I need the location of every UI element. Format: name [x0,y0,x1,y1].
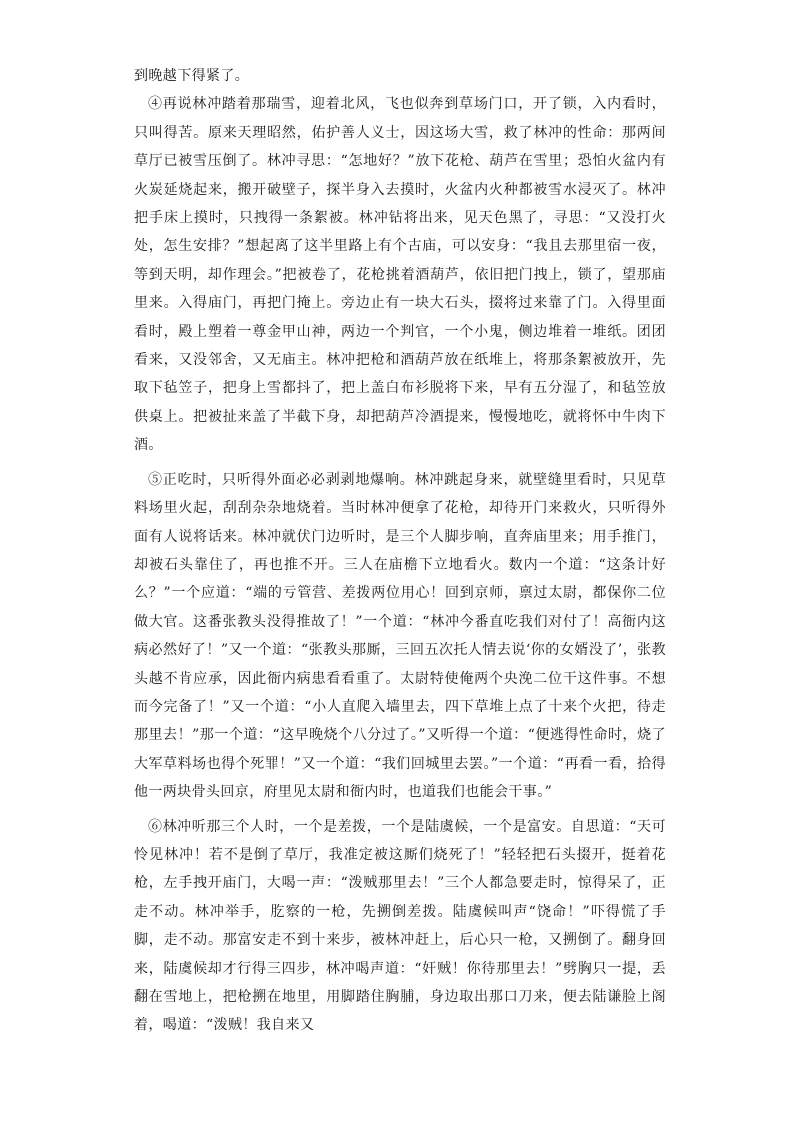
document-body [134,62,666,1040]
paragraph-6: ⑥林冲听那三个人时，一个是差拨，一个是陆虞候，一个是富安。自思道：“天可怜见林冲！若不是倒了草厅，我准定被这厮们烧死了！”轻轻把石头掇开，挺着花枪，左手拽开庙门，大喝一声：“泼贼那里去！”三个人都急要走时，惊得呆了，正走不动。林冲举手，肐察的一枪，先搠倒差拨。陆虞候叫声“饶命！”吓得慌了手脚，走不动。那富安走不到十来步，被林冲赶上，后心只一枪，又搠倒了。翻身回来，陆虞候却才行得三四步，林冲喝声道：“奸贼！你待那里去！”劈胸只一提，丢翻在雪地上，把枪搠在地里，用脚踏住胸脯，身边取出那口刀来，便去陆谦脸上阁着，喝道：“泼贼！我自来又 [134,818,666,1034]
paragraph-5: ⑤正吃时，只听得外面必必剥剥地爆响。林冲跳起身来，就壁缝里看时，只见草料场里火起，刮刮杂杂地烧着。当时林冲便拿了花枪，却待开门来救火，只听得外面有人说将话来。林冲就伏门边听时，是三个人脚步响，直奔庙里来；用手推门，却被石头靠住了，再也推不开。三人在庙檐下立地看火。数内一个道：“这条计好么？”一个应道：“端的亏管营、差拨两位用心！回到京师，禀过太尉，都保你二位做大官。这番张教头没得推故了！”一个道：“林冲今番直吃我们对付了！高衙内这病必然好了！”又一个道：“张教头那厮，三回五次托人情去说‘你的女婿没了’，张教头越不肯应承，因此衙内病患看看重了。太尉特使俺两个央浼二位干这件事。不想而今完备了！”又一个道：“小人直爬入墙里去，四下草堆上点了十来个火把，待走那里去！”那一个道：“这早晚烧个八分过了。”又听得一个道：“便逃得性命时，烧了大军草料场也得个死罪！”又一个道：“我们回城里去罢。”一个道：“再看一看，拾得他一两块骨头回京，府里见太尉和衙内时，也道我们也能会干事。” [134,471,666,801]
paragraph-continuation: 到晚越下得紧了。 [134,68,250,84]
paragraph-4: ④再说林冲踏着那瑞雪，迎着北风，飞也似奔到草场门口，开了锁，入内看时，只叫得苦。原来天理昭然，佑护善人义士，因这场大雪，救了林冲的性命：那两间草厅已被雪压倒了。林冲寻思：“怎地好？”放下花枪、葫芦在雪里；恐怕火盆内有火炭延烧起来，搬开破壁子，探半身入去摸时，火盆内火种都被雪水浸灭了。林冲把手床上摸时，只拽得一条絮被。林冲钻将出来，见天色黑了，寻思：“又没打火处，怎生安排？”想起离了这半里路上有个古庙，可以安身：“我且去那里宿一夜，等到天明，却作理会。”把被卷了，花枪挑着酒葫芦，依旧把门拽上，锁了，望那庙里来。入得庙门，再把门掩上。旁边止有一块大石头，掇将过来靠了门。入得里面看时，殿上塑着一尊金甲山神，两边一个判官，一个小鬼，侧边堆着一堆纸。团团看来，又没邻舍，又无庙主。林冲把枪和酒葫芦放在纸堆上，将那条絮被放开，先取下毡笠子，把身上雪都抖了，把上盖白布衫脱将下来，早有五分湿了，和毡笠放供桌上。把被扯来盖了半截下身，却把葫芦冷酒提来，慢慢地吃，就将怀中牛肉下酒。 [134,96,666,454]
